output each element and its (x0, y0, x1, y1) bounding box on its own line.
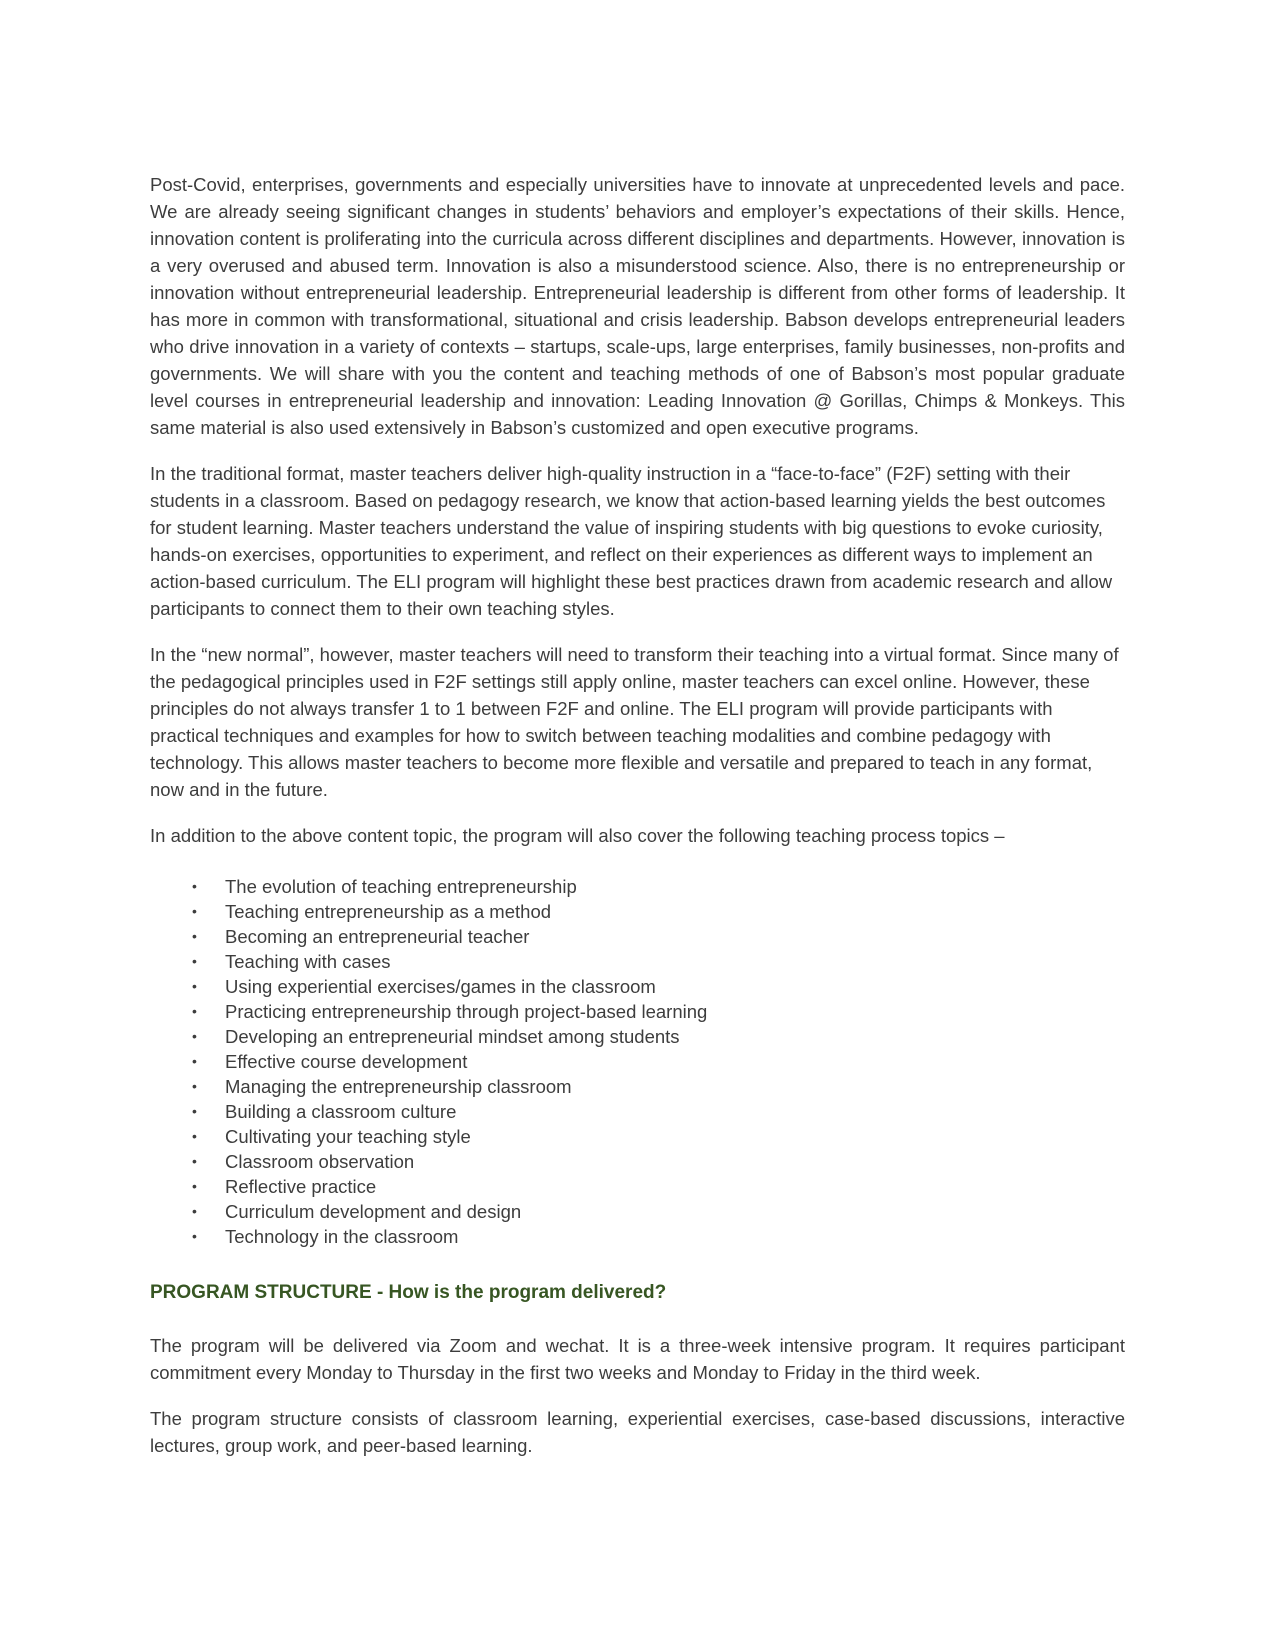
bullet-marker: • (192, 1028, 197, 1044)
topic-label: Becoming an entrepreneurial teacher (225, 926, 530, 947)
topic-label: Technology in the classroom (225, 1226, 459, 1247)
paragraph-traditional-format: In the traditional format, master teachers deliver high-quality instruction in a “face-to-face” (F2F) setting with their students in a classroom. Based on pedagogy research, we know that action-based learning yields the best outcomes for student learning. Master teachers understand the value of inspiring students with big questions to evoke curiosity, hands-on exercises, opportunities to experiment, and reflect on their experiences as different ways to implement an action-based curriculum. The ELI program will highlight these best practices drawn from academic research and allow participants to connect them to their own teaching styles. (150, 463, 1113, 619)
topic-label: The evolution of teaching entrepreneurship (225, 876, 577, 897)
topic-label: Curriculum development and design (225, 1201, 522, 1222)
topic-list-item (150, 1024, 1125, 1049)
topic-list-item (150, 1224, 1125, 1249)
section-heading-program-structure: PROGRAM STRUCTURE - How is the program delivered? (150, 1282, 667, 1303)
topic-list-item (150, 1199, 1125, 1224)
topic-label: Teaching entrepreneurship as a method (225, 901, 552, 922)
topic-list-item (150, 1099, 1125, 1124)
paragraph-structure: The program structure consists of classroom learning, experiential exercises, case-based discussions, interactive lectures, group work, and peer-based learning. (150, 1408, 1125, 1456)
bullet-marker: • (192, 953, 197, 969)
topic-list-item (150, 899, 1125, 924)
bullet-marker: • (192, 1153, 197, 1169)
topic-label: Reflective practice (225, 1176, 377, 1197)
bullet-marker: • (192, 1003, 197, 1019)
paragraph-topics-intro: In addition to the above content topic, the program will also cover the following teaching process topics – (150, 825, 1005, 846)
topic-list-item (150, 949, 1125, 974)
bullet-marker: • (192, 903, 197, 919)
bullet-marker: • (192, 1103, 197, 1119)
bullet-marker: • (192, 1228, 197, 1244)
teaching-process-topics-list (150, 874, 1125, 1249)
topic-list-item (150, 924, 1125, 949)
topic-label: Classroom observation (225, 1151, 415, 1172)
topic-list-item (150, 999, 1125, 1024)
paragraph-new-normal: In the “new normal”, however, master teachers will need to transform their teaching into a virtual format. Since many of the pedagogical principles used in F2F settings still apply online, master teachers can excel online. However, these principles do not always transfer 1 to 1 between F2F and online. The ELI program will provide participants with practical techniques and examples for how to switch between teaching modalities and combine pedagogy with technology. This allows master teachers to become more flexible and versatile and prepared to teach in any format, now and in the future. (150, 644, 1119, 800)
bullet-marker: • (192, 1078, 197, 1094)
bullet-marker: • (192, 1203, 197, 1219)
topic-list-item (150, 1149, 1125, 1174)
topic-label: Managing the entrepreneurship classroom (225, 1076, 572, 1097)
paragraph-post-covid: Post-Covid, enterprises, governments and especially universities have to innovate at unprecedented levels and pace. We are already seeing significant changes in students’ behaviors and employer’s expectations of their skills. Hence, innovation content is proliferating into the curricula across different disciplines and departments. However, innovation is a very overused and abused term. Innovation is also a misunderstood science. Also, there is no entrepreneurship or innovation without entrepreneurial leadership. Entrepreneurial leadership is different from other forms of leadership. It has more in common with transformational, situational and crisis leadership. Babson develops entrepreneurial leaders who drive innovation in a variety of contexts – startups, scale-ups, large enterprises, family businesses, non-profits and governments. We will share with you the content and teaching methods of one of Babson’s most popular graduate level courses in entrepreneurial leadership and innovation: Leading Innovation @ Gorillas, Chimps & Monkeys. This same material is also used extensively in Babson’s customized and open executive programs. (150, 174, 1125, 438)
bullet-marker: • (192, 1178, 197, 1194)
bullet-marker: • (192, 1053, 197, 1069)
topic-label: Practicing entrepreneurship through project-based learning (225, 1001, 708, 1022)
topic-label: Developing an entrepreneurial mindset among students (225, 1026, 680, 1047)
bullet-marker: • (192, 928, 197, 944)
bullet-marker: • (192, 1128, 197, 1144)
topic-list-item (150, 974, 1125, 999)
topic-label: Building a classroom culture (225, 1101, 457, 1122)
topic-label: Cultivating your teaching style (225, 1126, 471, 1147)
topic-label: Effective course development (225, 1051, 468, 1072)
topic-list-item (150, 874, 1125, 899)
topic-list-item (150, 1074, 1125, 1099)
topic-list-item (150, 1174, 1125, 1199)
topic-label: Using experiential exercises/games in the classroom (225, 976, 656, 997)
bullet-marker: • (192, 978, 197, 994)
bullet-marker: • (192, 878, 197, 894)
paragraph-delivery: The program will be delivered via Zoom and wechat. It is a three-week intensive program. It requires participant commitment every Monday to Thursday in the first two weeks and Monday to Friday in the third week. (150, 1335, 1125, 1383)
topic-list-item (150, 1049, 1125, 1074)
topic-list-item (150, 1124, 1125, 1149)
topic-label: Teaching with cases (225, 951, 391, 972)
